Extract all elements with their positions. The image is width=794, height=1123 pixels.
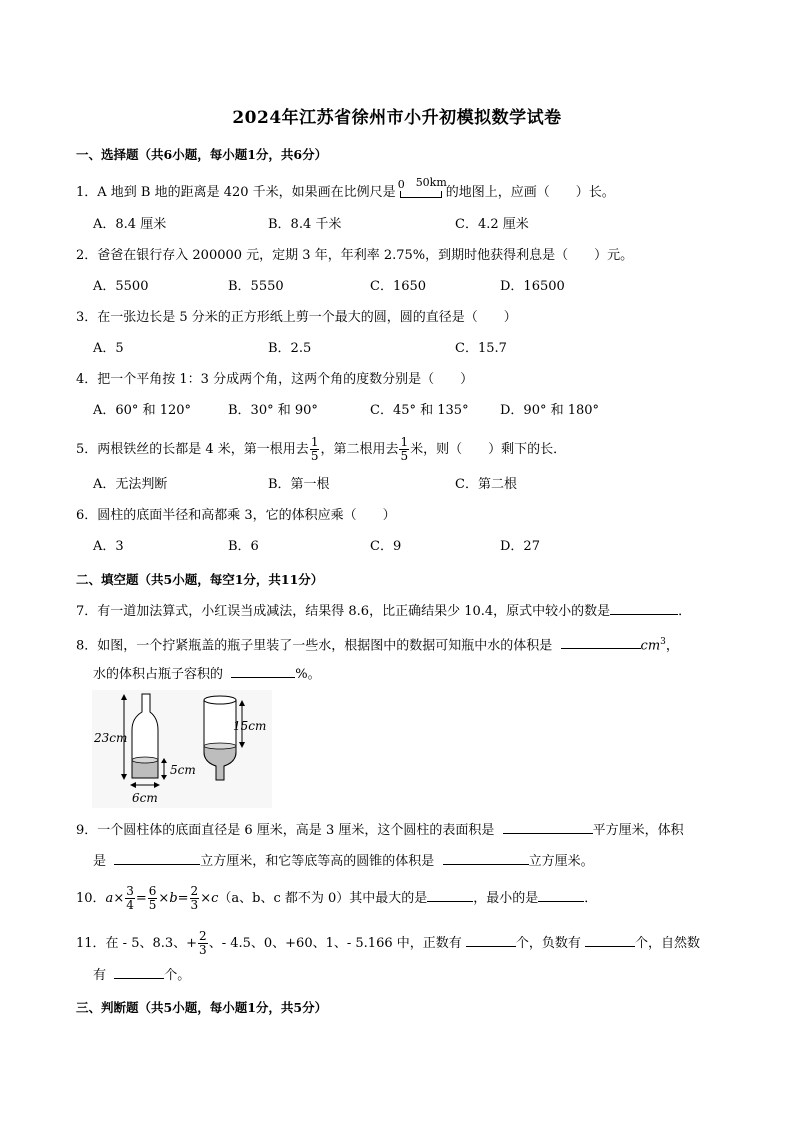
question-8-text: 8．如图，一个拧紧瓶盖的瓶子里装了一些水，根据图中的数据可知瓶中水的体积是 xyxy=(76,638,553,654)
fraction-one-fifth xyxy=(399,436,409,463)
answer-blank[interactable] xyxy=(466,933,516,947)
question-1-text-end: 的地图上，应画（ ）长。 xyxy=(445,185,615,200)
question-10 xyxy=(76,885,597,912)
q5-option-a: A．无法判断 xyxy=(93,477,168,492)
times-sign: × xyxy=(200,891,212,906)
q2-option-d: D．16500 xyxy=(500,279,565,294)
question-3: 3．在一张边长是 5 分米的正方形纸上剪一个最大的圆，圆的直径是（ ） xyxy=(76,310,517,325)
answer-blank[interactable] xyxy=(538,888,584,902)
fraction-3-4 xyxy=(125,885,135,912)
frac-den: 5 xyxy=(400,449,409,463)
question-7 xyxy=(76,601,691,621)
question-5-text-end: 米，则（ ）剩下的长． xyxy=(410,442,567,457)
question-10-end: ． xyxy=(584,891,598,906)
frac-den: 3 xyxy=(199,943,207,957)
question-9 xyxy=(76,820,684,840)
q2-option-c: C．1650 xyxy=(370,279,427,294)
frac-den: 3 xyxy=(190,898,199,912)
comma: ， xyxy=(665,638,679,654)
question-10-text: （a、b、c 都不为 0）其中最大的是 xyxy=(218,891,428,906)
diameter-6cm-label: 6cm xyxy=(132,791,158,805)
question-8-text-2: 水的体积占瓶子容积的 xyxy=(93,667,224,682)
scale-50km: 50km xyxy=(415,176,447,189)
q1-option-a: A．8.4 厘米 xyxy=(93,217,167,232)
fraction-2-3 xyxy=(190,885,200,912)
equals-sign: = xyxy=(135,891,147,906)
q1-option-c: C．4.2 厘米 xyxy=(455,217,529,232)
question-9-line-2 xyxy=(93,851,594,871)
answer-blank[interactable] xyxy=(561,635,641,649)
q2-option-b: B．5550 xyxy=(228,279,284,294)
section-heading-fill: 二、填空题（共5小题，每空1分，共11分） xyxy=(76,572,324,587)
frac-num: 3 xyxy=(126,884,134,898)
question-6: 6．圆柱的底面半径和高都乘 3，它的体积应乘（ ） xyxy=(76,508,396,523)
question-11-text-4: 个，自然数 xyxy=(635,936,701,951)
question-10-number: 10． xyxy=(76,891,106,906)
q6-option-a: A．3 xyxy=(93,539,124,554)
question-8 xyxy=(76,633,679,655)
q6-option-d: D．27 xyxy=(500,539,540,554)
question-11-text-5: 有 xyxy=(93,968,107,983)
answer-blank[interactable] xyxy=(114,851,200,865)
q4-option-c: C．45° 和 135° xyxy=(370,403,469,418)
question-5 xyxy=(76,436,566,463)
section-heading-judge: 三、判断题（共5小题，每小题1分，共5分） xyxy=(76,1000,328,1015)
question-11-text: 11．在 - 5、8.3、+ xyxy=(76,936,198,951)
answer-blank[interactable] xyxy=(231,664,295,678)
q3-option-b: B．2.5 xyxy=(268,341,312,356)
q1-option-b: B．8.4 千米 xyxy=(268,217,342,232)
question-8-line-2 xyxy=(93,664,321,684)
bottle-figure xyxy=(92,690,272,808)
unit-cubed: 3 xyxy=(660,637,666,647)
frac-den: 5 xyxy=(148,898,157,912)
question-5-text: 5．两根铁丝的长都是 4 米，第一根用去 xyxy=(76,442,309,457)
question-9-text: 9．一个圆柱体的底面直径是 6 厘米，高是 3 厘米，这个圆柱的表面积是 xyxy=(76,823,495,838)
times-sign: × xyxy=(113,891,125,906)
fraction-one-fifth xyxy=(310,436,320,463)
frac-den: 4 xyxy=(126,898,134,912)
question-9-text-2: 平方厘米，体积 xyxy=(592,823,684,838)
q3-option-c: C．15.7 xyxy=(455,341,507,356)
question-11-text-2: 、- 4.5、0、+60、1、- 5.166 中，正数有 xyxy=(208,936,462,951)
question-9-text-5: 立方厘米。 xyxy=(528,854,594,869)
answer-blank[interactable] xyxy=(443,851,529,865)
answer-blank[interactable] xyxy=(585,933,635,947)
q3-option-a: A．5 xyxy=(93,341,124,356)
q6-option-c: C．9 xyxy=(370,539,402,554)
frac-num: 1 xyxy=(310,435,319,449)
height-23cm-label: 23cm xyxy=(94,731,128,745)
height-5cm-label: 5cm xyxy=(170,763,196,777)
frac-num: 1 xyxy=(400,435,409,449)
question-1-text: 1．A 地到 B 地的距离是 420 千米，如果画在比例尺是 xyxy=(76,185,396,200)
q6-option-b: B．6 xyxy=(228,539,259,554)
var-c: c xyxy=(211,891,219,906)
question-7-text: 7．有一道加法算式，小红误当成减法，结果得 8.6，比正确结果少 10.4，原式中较小的数是 xyxy=(76,604,611,619)
question-4: 4．把一个平角按 1：3 分成两个角，这两个角的度数分别是（ ） xyxy=(76,372,474,387)
unit-cm: cm xyxy=(640,638,661,654)
section-heading-choice: 一、选择题（共6小题，每小题1分，共6分） xyxy=(76,147,328,162)
percent-sign: %。 xyxy=(295,667,321,682)
question-11-text-3: 个，负数有 xyxy=(515,936,581,951)
times-sign: × xyxy=(158,891,170,906)
question-5-text-mid: ，第二根用去 xyxy=(320,442,399,457)
q4-option-d: D．90° 和 180° xyxy=(500,403,600,418)
answer-blank[interactable] xyxy=(427,888,473,902)
q5-option-b: B．第一根 xyxy=(268,477,330,492)
question-9-text-4: 立方厘米，和它等底等高的圆锥的体积是 xyxy=(200,854,435,869)
answer-blank[interactable] xyxy=(114,965,164,979)
frac-den: 5 xyxy=(310,449,319,463)
var-a: a xyxy=(105,891,114,906)
question-2: 2．爸爸在银行存入 200000 元，定期 3 年，年利率 2.75%，到期时他获得利息是（ ）元。 xyxy=(76,248,634,263)
equals-sign: = xyxy=(177,891,189,906)
question-1 xyxy=(76,178,615,202)
answer-blank[interactable] xyxy=(610,601,678,615)
question-7-end: ． xyxy=(678,604,692,619)
frac-num: 6 xyxy=(148,884,157,898)
question-11-text-6: 个。 xyxy=(164,968,191,983)
height-15cm-label: 15cm xyxy=(233,719,267,733)
frac-num: 2 xyxy=(199,929,207,943)
q2-option-a: A．5500 xyxy=(93,279,149,294)
q5-option-c: C．第二根 xyxy=(455,477,517,492)
var-b: b xyxy=(169,891,178,906)
question-11 xyxy=(76,930,700,957)
fraction-6-5 xyxy=(148,885,158,912)
question-11-line-2 xyxy=(93,965,190,985)
answer-blank[interactable] xyxy=(503,820,593,834)
question-10-text-2: ，最小的是 xyxy=(473,891,539,906)
page-title: 2024年江苏省徐州市小升初模拟数学试卷 xyxy=(232,108,562,128)
question-9-text-3: 是 xyxy=(93,854,107,869)
scale-zero: 0 xyxy=(397,178,405,191)
fraction-2-3 xyxy=(198,930,208,957)
frac-num: 2 xyxy=(190,884,199,898)
q4-option-a: A．60° 和 120° xyxy=(93,403,192,418)
q4-option-b: B．30° 和 90° xyxy=(228,403,318,418)
map-scale-icon xyxy=(397,176,447,200)
